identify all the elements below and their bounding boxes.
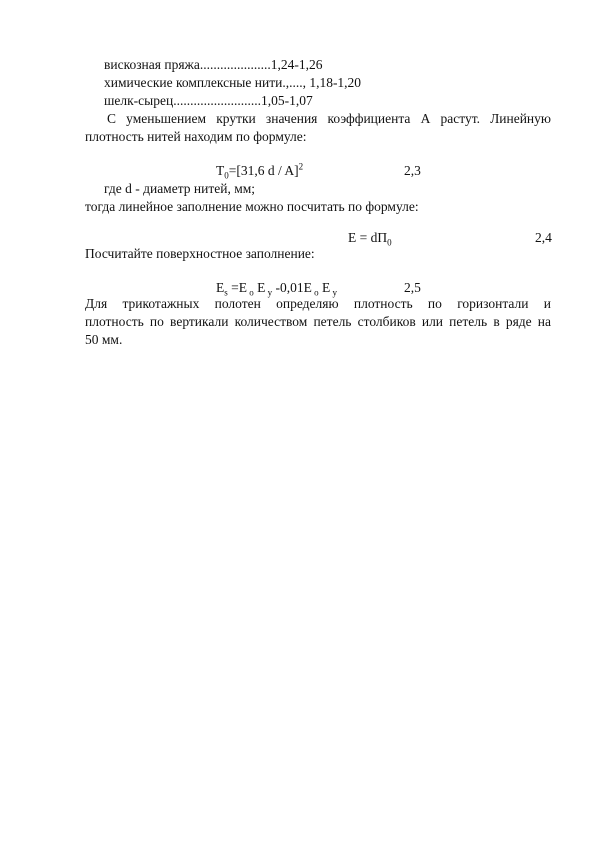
formula-2-3-number: 2,3: [404, 163, 421, 178]
formula-2-4: [348, 229, 392, 247]
formula-2-5-number: 2,5: [404, 280, 421, 295]
formula-2-5-mid1: =E: [227, 280, 248, 295]
then-line: тогда линейное заполнение можно посчитать по формуле:: [85, 199, 419, 214]
list-item-raw-silk: шелк-сырец..........................1,05-1,07: [104, 93, 313, 108]
formula-2-4-text: E = dП: [348, 230, 388, 245]
formula-2-5-e1: E: [216, 280, 225, 295]
formula-2-3-t-sub: 0: [224, 170, 229, 181]
calc-line: Посчитайте поверхностное заполнение:: [85, 246, 315, 261]
paragraph-knit-line2: плотность по вертикали количеством петель столбиков или петель в ряде на: [85, 314, 551, 329]
formula-2-4-sub: 0: [387, 237, 392, 248]
formula-2-5-sub1: s: [224, 287, 228, 298]
where-line: где d - диаметр нитей, мм;: [104, 181, 256, 196]
formula-2-5-sub5: y: [330, 287, 338, 298]
formula-2-5-mid2: E: [253, 280, 266, 295]
formula-2-4-number: 2,4: [535, 230, 552, 245]
paragraph-twist-line1: С уменьшением крутки значения коэффициента А растут. Линейную: [107, 111, 551, 126]
formula-2-3-t: T: [216, 163, 225, 178]
formula-2-5-sub4: o: [311, 287, 319, 298]
formula-2-5-sub3: y: [265, 287, 273, 298]
list-item-chemical-threads: химические комплексные нити.,...., 1,18-1,20: [104, 75, 362, 90]
paragraph-knit-line3: 50 мм.: [85, 332, 123, 347]
formula-2-5-sub2: o: [247, 287, 254, 298]
paragraph-twist-line2: плотность нитей находим по формуле:: [85, 129, 307, 144]
formula-2-3: [216, 162, 303, 180]
formula-2-5-mid4: E: [318, 280, 331, 295]
paragraph-knit-line1: Для трикотажных полотен определяю плотность по горизонтали и: [85, 296, 551, 311]
list-item-viscose: вискозная пряжа.....................1,24-1,26: [104, 57, 323, 72]
formula-2-3-sup: 2: [298, 161, 304, 172]
formula-2-5-mid3: -0,01E: [272, 280, 312, 295]
formula-2-3-body: =[31,6 d / A]: [228, 163, 299, 178]
